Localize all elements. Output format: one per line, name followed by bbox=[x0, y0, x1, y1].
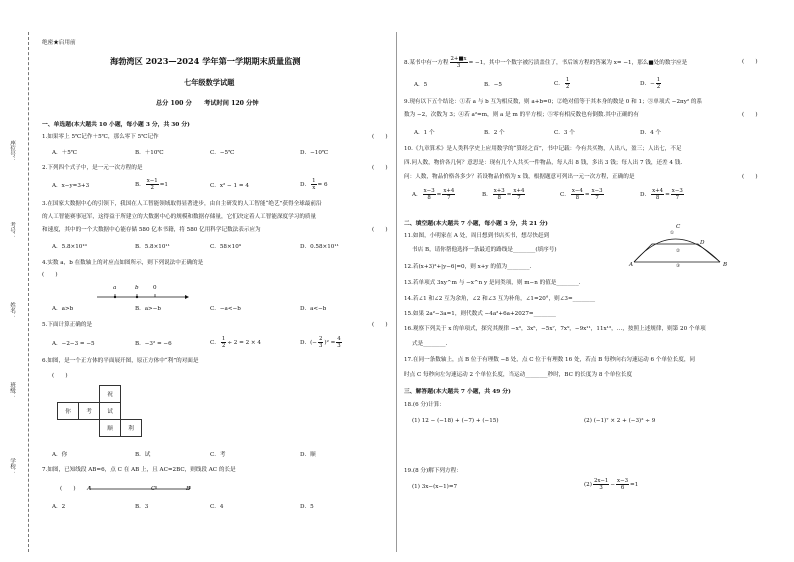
q3-option-a[interactable]: A．5.8×10¹⁰ bbox=[52, 244, 87, 250]
q11-route-2: ② bbox=[676, 249, 681, 254]
net-cell-ni: 你 bbox=[58, 403, 79, 420]
q1-option-b[interactable]: B．＋10℃ bbox=[135, 150, 164, 156]
q8-option-c[interactable]: C． $\frac{1}{2}$ bbox=[554, 77, 570, 90]
q16-stem-line2: 式是________. bbox=[412, 341, 448, 347]
q6-option-a[interactable]: A．你 bbox=[52, 452, 68, 458]
q3-stem-line2: 的人工智能赛事冠军，这得益于所建立的大数据中心的规模和数据存储量，它们决定着人工智能深度学习的质量 bbox=[42, 214, 317, 220]
q9-option-b[interactable]: B．2 个 bbox=[484, 130, 505, 136]
q1-option-a[interactable]: A．＋5℃ bbox=[52, 150, 78, 156]
q6-option-c[interactable]: C．考 bbox=[210, 452, 226, 458]
q8-option-d[interactable]: D．− $\frac{1}{2}$ bbox=[640, 77, 661, 90]
q2-stem: 2.下列四个式子中，是一元一次方程的是 bbox=[42, 165, 143, 171]
q5-option-b[interactable]: B．−3² = −6 bbox=[135, 341, 172, 347]
q2-option-d[interactable]: D． $\frac{1}{x}$ = 6 bbox=[300, 178, 328, 191]
q17-stem-line2: 时点 C 每秒向左匀速运动 2 个单位长度，当运动________秒时，BC 的长度为 8 个单位长度 bbox=[404, 372, 633, 378]
q4-option-c[interactable]: C．−a<−b bbox=[210, 306, 241, 312]
q7-option-d[interactable]: D．5 bbox=[300, 504, 314, 510]
q11-point-d: D bbox=[700, 240, 705, 246]
q3-stem-line1: 3.在国家大数据中心的引领下，我国在人工智能领域取得显著进步，由自主研发的人工智能“绝艺”获得全球最前沿 bbox=[42, 201, 322, 207]
q4-option-a[interactable]: A．a>b bbox=[52, 306, 74, 312]
q1-option-d[interactable]: D．−10℃ bbox=[300, 150, 329, 156]
q5-option-d[interactable]: D．(− $\frac{2}{3}$ )² = $\frac{4}{3}$ bbox=[300, 336, 341, 349]
q1-option-c[interactable]: C．−5℃ bbox=[210, 150, 235, 156]
school-label: 学校： bbox=[9, 458, 15, 475]
q6-answer-paren: ( ) bbox=[52, 373, 68, 379]
name-label: 姓名： bbox=[9, 302, 15, 319]
q11-stem-line1: 11.如图，小明家在 A 处，周日想到书店买书，想尽快赶到 bbox=[404, 233, 550, 239]
q11-point-c: C bbox=[676, 224, 681, 230]
q7-segment bbox=[88, 484, 194, 494]
q3-option-b[interactable]: B．5.8×10¹¹ bbox=[135, 244, 170, 250]
secret-mark: 绝密★启用前 bbox=[42, 40, 76, 46]
q9-stem-line2: 数为 −2，次数为 3；④若 a²=m，则 a 是 m 的平方根；⑤零有相反数也有倒数.其中正确的有 bbox=[404, 112, 639, 118]
q5-stem: 5.下面计算正确的是 bbox=[42, 322, 93, 328]
q4-number-line bbox=[95, 288, 190, 302]
q5-answer-paren: ( ) bbox=[372, 322, 388, 328]
q4-axis-a: a bbox=[113, 285, 117, 291]
q9-answer-paren: ( ) bbox=[742, 112, 758, 118]
q10-answer-paren: ( ) bbox=[742, 174, 758, 180]
q14-stem: 14.若∠1 和∠2 互为余角，∠2 和∠3 互为补角，∠1=20°，则∠3=________ bbox=[404, 296, 596, 302]
q18-part2: (2) (−1)⁷ × 2 + (−3)² ÷ 9 bbox=[584, 418, 656, 424]
q3-option-d[interactable]: D．0.58×10¹¹ bbox=[300, 244, 339, 250]
q3-stem-line3: 和速度，其中的一个大数据中心能存储 580 亿本书籍，将 580 亿用科学记数法表示应为 bbox=[42, 227, 261, 233]
q1-answer-paren: ( ) bbox=[372, 134, 388, 140]
net-cell-li: 利 bbox=[121, 420, 142, 437]
q19-stem: 19.(8 分)解下列方程： bbox=[404, 468, 462, 474]
q4-axis-zero: 0 bbox=[153, 285, 157, 291]
exam-title: 海勃湾区 2023—2024 学年第一学期期末质量监测 bbox=[110, 56, 301, 66]
q10-stem-line3: 问：人数，物品价格各多少？若设物品价格为 x 钱，根据题意可列出一元一次方程，正确的是 bbox=[404, 174, 635, 180]
binding-line bbox=[28, 32, 29, 552]
q7-answer-paren: ( ) bbox=[60, 486, 76, 492]
q8-answer-paren: ( ) bbox=[742, 59, 758, 65]
exam-subtitle: 七年级数学试题 bbox=[184, 78, 235, 87]
q8-stem: 8.某书中有一方程 $\frac{2+■x}{3}$ = −1，其中一个数字被污渍盖住了，书后该方程的答案为 x= −1，那么■处的数字应是 bbox=[404, 56, 688, 69]
section-fill-blank: 二、填空题(本大题共 7 小题，每小题 3 分，共 21 分) bbox=[404, 221, 548, 227]
q10-option-c[interactable]: C． $\frac{x-4}{8}$ = $\frac{x-3}{7}$ bbox=[560, 188, 603, 201]
q10-option-b[interactable]: B． $\frac{x+3}{8}$ = $\frac{x+4}{7}$ bbox=[482, 188, 525, 201]
q11-stem-line2: 书店 B，请你帮他选择一条最近的路线是________(填序号) bbox=[412, 247, 557, 253]
q10-stem-line2: 四.问人数，物价各几何？意思是：现有几个人共买一件物品，每人出 8 钱，多出 3 钱；每人出 7 钱，还差 4 钱. bbox=[404, 160, 683, 166]
q4-axis-b: b bbox=[135, 285, 139, 291]
q6-option-b[interactable]: B．试 bbox=[135, 452, 151, 458]
q7-option-c[interactable]: C．4 bbox=[210, 504, 224, 510]
q3-option-c[interactable]: C．58×10⁹ bbox=[210, 244, 242, 250]
net-cell-shi: 试 bbox=[100, 403, 121, 420]
q7-point-c: C bbox=[151, 486, 156, 492]
q8-option-b[interactable]: B．−5 bbox=[484, 82, 502, 88]
q7-stem: 7.如图，已知线段 AB=6，点 C 在 AB 上，且 AC=2BC，则线段 AC 的长是 bbox=[42, 467, 236, 473]
section-single-choice: 一、单选题(本大题共 10 小题，每小题 3 分，共 30 分) bbox=[42, 122, 190, 128]
q11-route-1: ① bbox=[670, 231, 675, 236]
net-cell-kao: 考 bbox=[79, 403, 100, 420]
q11-point-b: B bbox=[723, 262, 728, 268]
class-label: 班级： bbox=[9, 382, 15, 399]
net-cell-zhu: 祝 bbox=[100, 386, 121, 403]
q6-option-d[interactable]: D．顺 bbox=[300, 452, 316, 458]
q1-stem: 1.如果零上 5℃记作＋5℃，那么零下 5℃记作 bbox=[42, 134, 159, 140]
q15-stem: 15.如果 2a²−3a=1，则代数式 −4a²+6a+2027=________ bbox=[404, 311, 556, 317]
q7-point-a: A bbox=[87, 486, 92, 492]
q16-stem-line1: 16.观察下列关于 x 的单项式，探究其规律 −x³，3x⁵，−5x⁷，7x⁹，−9x¹¹，11x¹³，…，按照上述规律，则第 20 个单项 bbox=[404, 326, 706, 332]
q19-part2: (2) $\frac{2x-1}{3}$ − $\frac{x-3}{6}$ =1 bbox=[584, 478, 639, 491]
q4-option-b[interactable]: B．a>−b bbox=[135, 306, 161, 312]
column-divider bbox=[396, 32, 397, 552]
q10-option-d[interactable]: D． $\frac{x+4}{8}$ = $\frac{x-3}{7}$ bbox=[640, 188, 683, 201]
q5-option-a[interactable]: A．−2−3 = −5 bbox=[52, 341, 95, 347]
net-cell-shun: 顺 bbox=[100, 420, 121, 437]
q5-option-c[interactable]: C． $\frac{1}{2}$ ÷ 2 = 2 × 4 bbox=[210, 336, 261, 349]
q2-option-b[interactable]: B． $\frac{x-1}{2}$ =1 bbox=[135, 178, 168, 191]
q4-stem: 4.实数 a，b 在数轴上的对应点如图所示，则下列说法中正确的是 bbox=[42, 260, 204, 266]
q2-option-c[interactable]: C．x² − 1 = 4 bbox=[210, 183, 249, 189]
q9-option-d[interactable]: D．4 个 bbox=[640, 130, 662, 136]
q18-stem: 18.(6 分)计算： bbox=[404, 402, 445, 408]
q11-route-3: ③ bbox=[676, 264, 681, 269]
q8-option-a[interactable]: A．5 bbox=[414, 82, 428, 88]
q9-stem-line1: 9.现有以下五个结论：①若 a 与 b 互为相反数，则 a+b=0；②绝对值等于其本身的数是 0 和 1；③单项式 −2πy² 的系 bbox=[404, 99, 703, 105]
q4-answer-paren: ( ) bbox=[42, 272, 58, 278]
q9-option-a[interactable]: A．1 个 bbox=[414, 130, 435, 136]
q7-point-b: B bbox=[186, 486, 191, 492]
q9-option-c[interactable]: C．3 个 bbox=[554, 130, 575, 136]
q19-part1: (1) 3x−(x−1)=7 bbox=[412, 484, 458, 490]
q13-stem: 13.若单项式 3xy^m 与 −x^n y 是同类项，则 m−n 的值是________. bbox=[404, 280, 581, 286]
q6-cube-net bbox=[57, 385, 142, 437]
q11-point-a: A bbox=[629, 262, 634, 268]
q17-stem-line1: 17.在同一条数轴上，点 B 位于有理数 −8 处，点 C 位于有理数 16 处，若点 B 每秒向右匀速运动 6 个单位长度，同 bbox=[404, 357, 696, 363]
q12-stem: 12.若(x+3)²+|y−6|=0，则 x+y 的值为________. bbox=[404, 264, 532, 270]
q10-option-a[interactable]: A． $\frac{x-3}{8}$ = $\frac{x+4}{7}$ bbox=[412, 188, 455, 201]
q4-option-d[interactable]: D．a<−b bbox=[300, 306, 327, 312]
exam-number-label: 考号： bbox=[9, 222, 15, 239]
section-solve: 三、解答题(本大题共 7 小题，共 49 分) bbox=[404, 389, 511, 395]
q6-stem: 6.如图，是一个正方体的平面展开图，原正方体中“利”的对面是 bbox=[42, 358, 199, 364]
score-info: 总分 100 分 考试时间 120 分钟 bbox=[156, 100, 259, 107]
q2-answer-paren: ( ) bbox=[372, 165, 388, 171]
q7-option-a[interactable]: A．2 bbox=[52, 504, 66, 510]
q7-option-b[interactable]: B．3 bbox=[135, 504, 149, 510]
q10-stem-line1: 10.《九章算术》是人类科学史上应用数学的“算经之首”，书中记载：今有共买物，人出八，盈三；人出七，不足 bbox=[404, 146, 682, 152]
q2-option-a[interactable]: A．x−y=3+3 bbox=[52, 183, 90, 189]
q18-part1: (1) 12 − (−18) + (−7) + (−15) bbox=[412, 418, 499, 424]
q3-answer-paren: ( ) bbox=[372, 227, 388, 233]
seat-label: 座位号： bbox=[9, 140, 15, 163]
